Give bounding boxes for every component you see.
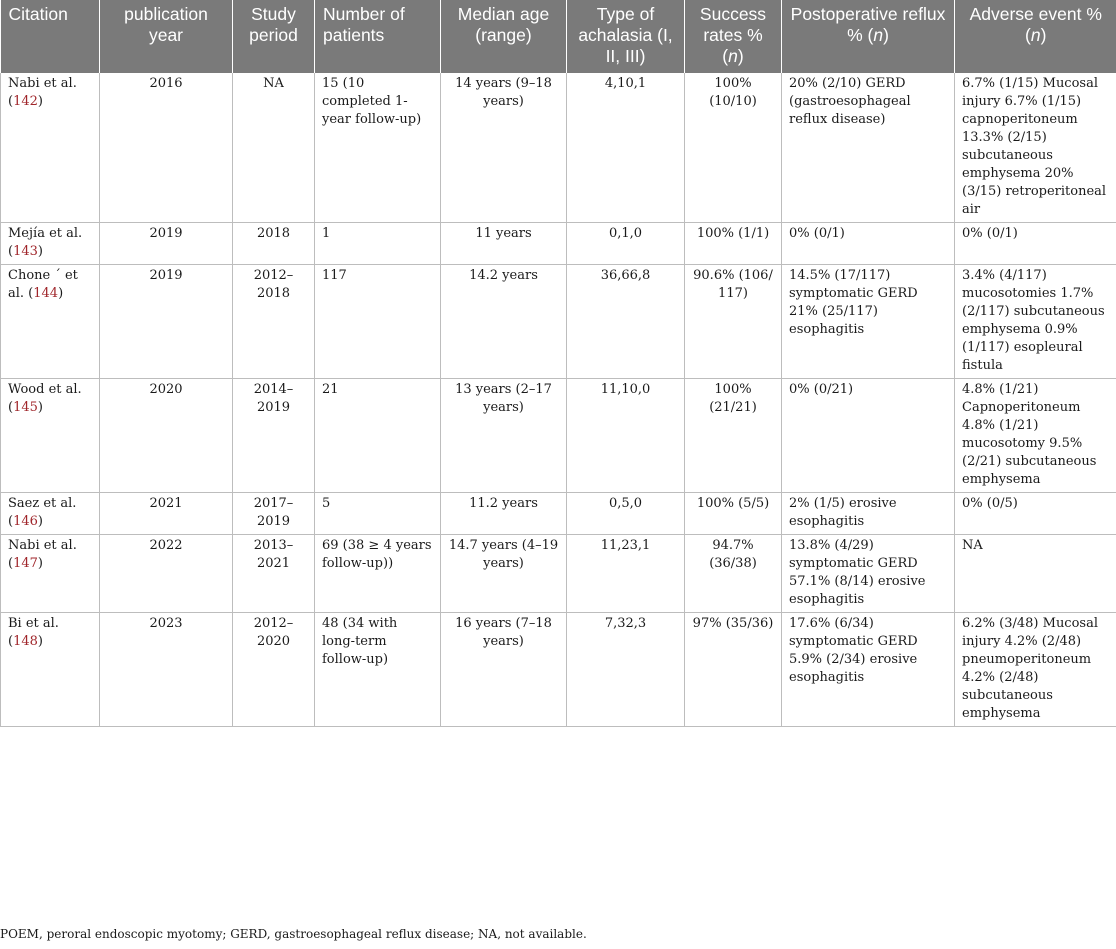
cell-year: 2021 bbox=[100, 493, 233, 535]
table-row bbox=[1, 223, 1116, 265]
table-row bbox=[1, 73, 1116, 223]
citation-end: ) bbox=[58, 286, 64, 301]
header-success-n: n bbox=[728, 46, 738, 66]
table-row bbox=[1, 379, 1116, 493]
reference-link[interactable]: 142 bbox=[13, 94, 38, 109]
cell-adverse: 6.7% (1/15) Mucosal injury 6.7% (1/15) capnoperitoneum 13.3% (2/15) subcutaneous emphysema 20% (3/15) retroperitoneal air bbox=[955, 73, 1116, 223]
header-study-period: Study period bbox=[233, 0, 315, 73]
cell-patients: 117 bbox=[315, 265, 441, 379]
cell-period: 2017–2019 bbox=[233, 493, 315, 535]
citation-text: Saez et al. ( bbox=[8, 496, 77, 529]
cell-period: 2014–2019 bbox=[233, 379, 315, 493]
cell-success: 100% (10/10) bbox=[685, 73, 782, 223]
cell-citation bbox=[1, 379, 100, 493]
cell-reflux: 17.6% (6/34) symptomatic GERD 5.9% (2/34) erosive esophagitis bbox=[782, 613, 955, 727]
header-postoperative-reflux bbox=[782, 0, 955, 73]
reference-link[interactable]: 147 bbox=[13, 556, 38, 571]
cell-age: 14.7 years (4–19 years) bbox=[441, 535, 567, 613]
table-row bbox=[1, 265, 1116, 379]
cell-age: 13 years (2–17 years) bbox=[441, 379, 567, 493]
cell-success: 100% (1/1) bbox=[685, 223, 782, 265]
table-header bbox=[1, 0, 1116, 73]
header-adverse-n: n bbox=[1030, 25, 1041, 45]
reference-link[interactable]: 148 bbox=[13, 634, 38, 649]
citation-end: ) bbox=[37, 556, 43, 571]
header-adverse-end: ) bbox=[1040, 25, 1047, 45]
cell-patients: 1 bbox=[315, 223, 441, 265]
header-success-main: Success rates % ( bbox=[699, 4, 767, 66]
citation-end: ) bbox=[37, 244, 43, 259]
cell-success: 90.6% (106/ 117) bbox=[685, 265, 782, 379]
cell-citation bbox=[1, 535, 100, 613]
cell-age: 11.2 years bbox=[441, 493, 567, 535]
header-reflux-end: ) bbox=[883, 25, 889, 45]
citation-text: Mejía et al. ( bbox=[8, 226, 83, 259]
cell-success: 100% (21/21) bbox=[685, 379, 782, 493]
header-adverse-main: Adverse event % ( bbox=[969, 4, 1102, 45]
header-row bbox=[1, 0, 1116, 73]
cell-citation bbox=[1, 613, 100, 727]
reference-link[interactable]: 146 bbox=[13, 514, 38, 529]
header-adverse-event bbox=[955, 0, 1116, 73]
cell-year: 2019 bbox=[100, 265, 233, 379]
citation-end: ) bbox=[37, 94, 43, 109]
cell-patients: 69 (38 ≥ 4 years follow-up)) bbox=[315, 535, 441, 613]
cell-success: 97% (35/36) bbox=[685, 613, 782, 727]
cell-success: 100% (5/5) bbox=[685, 493, 782, 535]
cell-age: 11 years bbox=[441, 223, 567, 265]
cell-citation bbox=[1, 73, 100, 223]
cell-type: 11,23,1 bbox=[567, 535, 685, 613]
cell-adverse: 3.4% (4/117) mucosotomies 1.7% (2/117) subcutaneous emphysema 0.9% (1/117) esopleural fistula bbox=[955, 265, 1116, 379]
citation-text: Nabi et al. ( bbox=[8, 538, 77, 571]
cell-type: 0,5,0 bbox=[567, 493, 685, 535]
cell-year: 2022 bbox=[100, 535, 233, 613]
header-achalasia-type: Type of achalasia (I, II, III) bbox=[567, 0, 685, 73]
cell-year: 2020 bbox=[100, 379, 233, 493]
cell-period: 2013–2021 bbox=[233, 535, 315, 613]
cell-reflux: 20% (2/10) GERD (gastroesophageal reflux disease) bbox=[782, 73, 955, 223]
citation-text: Nabi et al. ( bbox=[8, 76, 77, 109]
header-success-rates bbox=[685, 0, 782, 73]
cell-adverse: 6.2% (3/48) Mucosal injury 4.2% (2/48) pneumoperitoneum 4.2% (2/48) subcutaneous emphysema bbox=[955, 613, 1116, 727]
table-body bbox=[1, 73, 1116, 727]
cell-patients: 21 bbox=[315, 379, 441, 493]
cell-reflux: 2% (1/5) erosive esophagitis bbox=[782, 493, 955, 535]
cell-patients: 48 (34 with long-term follow-up) bbox=[315, 613, 441, 727]
cell-age: 14 years (9–18 years) bbox=[441, 73, 567, 223]
cell-type: 7,32,3 bbox=[567, 613, 685, 727]
cell-adverse: NA bbox=[955, 535, 1116, 613]
citation-text: Bi et al. ( bbox=[8, 616, 59, 649]
header-citation: Citation bbox=[1, 0, 100, 73]
cell-success: 94.7% (36/38) bbox=[685, 535, 782, 613]
reference-link[interactable]: 143 bbox=[13, 244, 38, 259]
cell-reflux: 0% (0/1) bbox=[782, 223, 955, 265]
header-reflux-n: n bbox=[873, 25, 884, 45]
citation-text: Chone ´ et al. ( bbox=[8, 268, 78, 301]
cell-adverse: 0% (0/5) bbox=[955, 493, 1116, 535]
cell-citation bbox=[1, 223, 100, 265]
cell-adverse: 4.8% (1/21) Capnoperitoneum 4.8% (1/21) mucosotomy 9.5% (2/21) subcutaneous emphysema bbox=[955, 379, 1116, 493]
cell-reflux: 14.5% (17/117) symptomatic GERD 21% (25/117) esophagitis bbox=[782, 265, 955, 379]
cell-patients: 5 bbox=[315, 493, 441, 535]
header-success-end: ) bbox=[737, 46, 744, 66]
cell-type: 4,10,1 bbox=[567, 73, 685, 223]
cell-period: 2018 bbox=[233, 223, 315, 265]
cell-period: NA bbox=[233, 73, 315, 223]
header-reflux-main: Postoperative reflux % ( bbox=[790, 4, 946, 45]
cell-age: 14.2 years bbox=[441, 265, 567, 379]
citation-end: ) bbox=[37, 634, 43, 649]
table-row bbox=[1, 613, 1116, 727]
cell-type: 36,66,8 bbox=[567, 265, 685, 379]
cell-citation bbox=[1, 265, 100, 379]
table-row bbox=[1, 535, 1116, 613]
cell-patients: 15 (10 completed 1-year follow-up) bbox=[315, 73, 441, 223]
reference-link[interactable]: 145 bbox=[13, 400, 38, 415]
citation-end: ) bbox=[37, 400, 43, 415]
citation-end: ) bbox=[37, 514, 43, 529]
table-row bbox=[1, 493, 1116, 535]
cell-year: 2019 bbox=[100, 223, 233, 265]
header-publication-year: publication year bbox=[100, 0, 233, 73]
cell-type: 11,10,0 bbox=[567, 379, 685, 493]
citation-text: Wood et al. ( bbox=[8, 382, 82, 415]
cell-age: 16 years (7–18 years) bbox=[441, 613, 567, 727]
cell-reflux: 13.8% (4/29) symptomatic GERD 57.1% (8/14) erosive esophagitis bbox=[782, 535, 955, 613]
header-number-of-patients: Number of patients bbox=[315, 0, 441, 73]
cell-period: 2012–2018 bbox=[233, 265, 315, 379]
cell-type: 0,1,0 bbox=[567, 223, 685, 265]
cell-adverse: 0% (0/1) bbox=[955, 223, 1116, 265]
reference-link[interactable]: 144 bbox=[33, 286, 59, 301]
cell-year: 2016 bbox=[100, 73, 233, 223]
cell-reflux: 0% (0/21) bbox=[782, 379, 955, 493]
header-median-age: Median age (range) bbox=[441, 0, 567, 73]
cell-year: 2023 bbox=[100, 613, 233, 727]
table-footnote: POEM, peroral endoscopic myotomy; GERD, gastroesophageal reflux disease; NA, not available. bbox=[0, 927, 587, 941]
cell-period: 2012–2020 bbox=[233, 613, 315, 727]
cell-citation bbox=[1, 493, 100, 535]
